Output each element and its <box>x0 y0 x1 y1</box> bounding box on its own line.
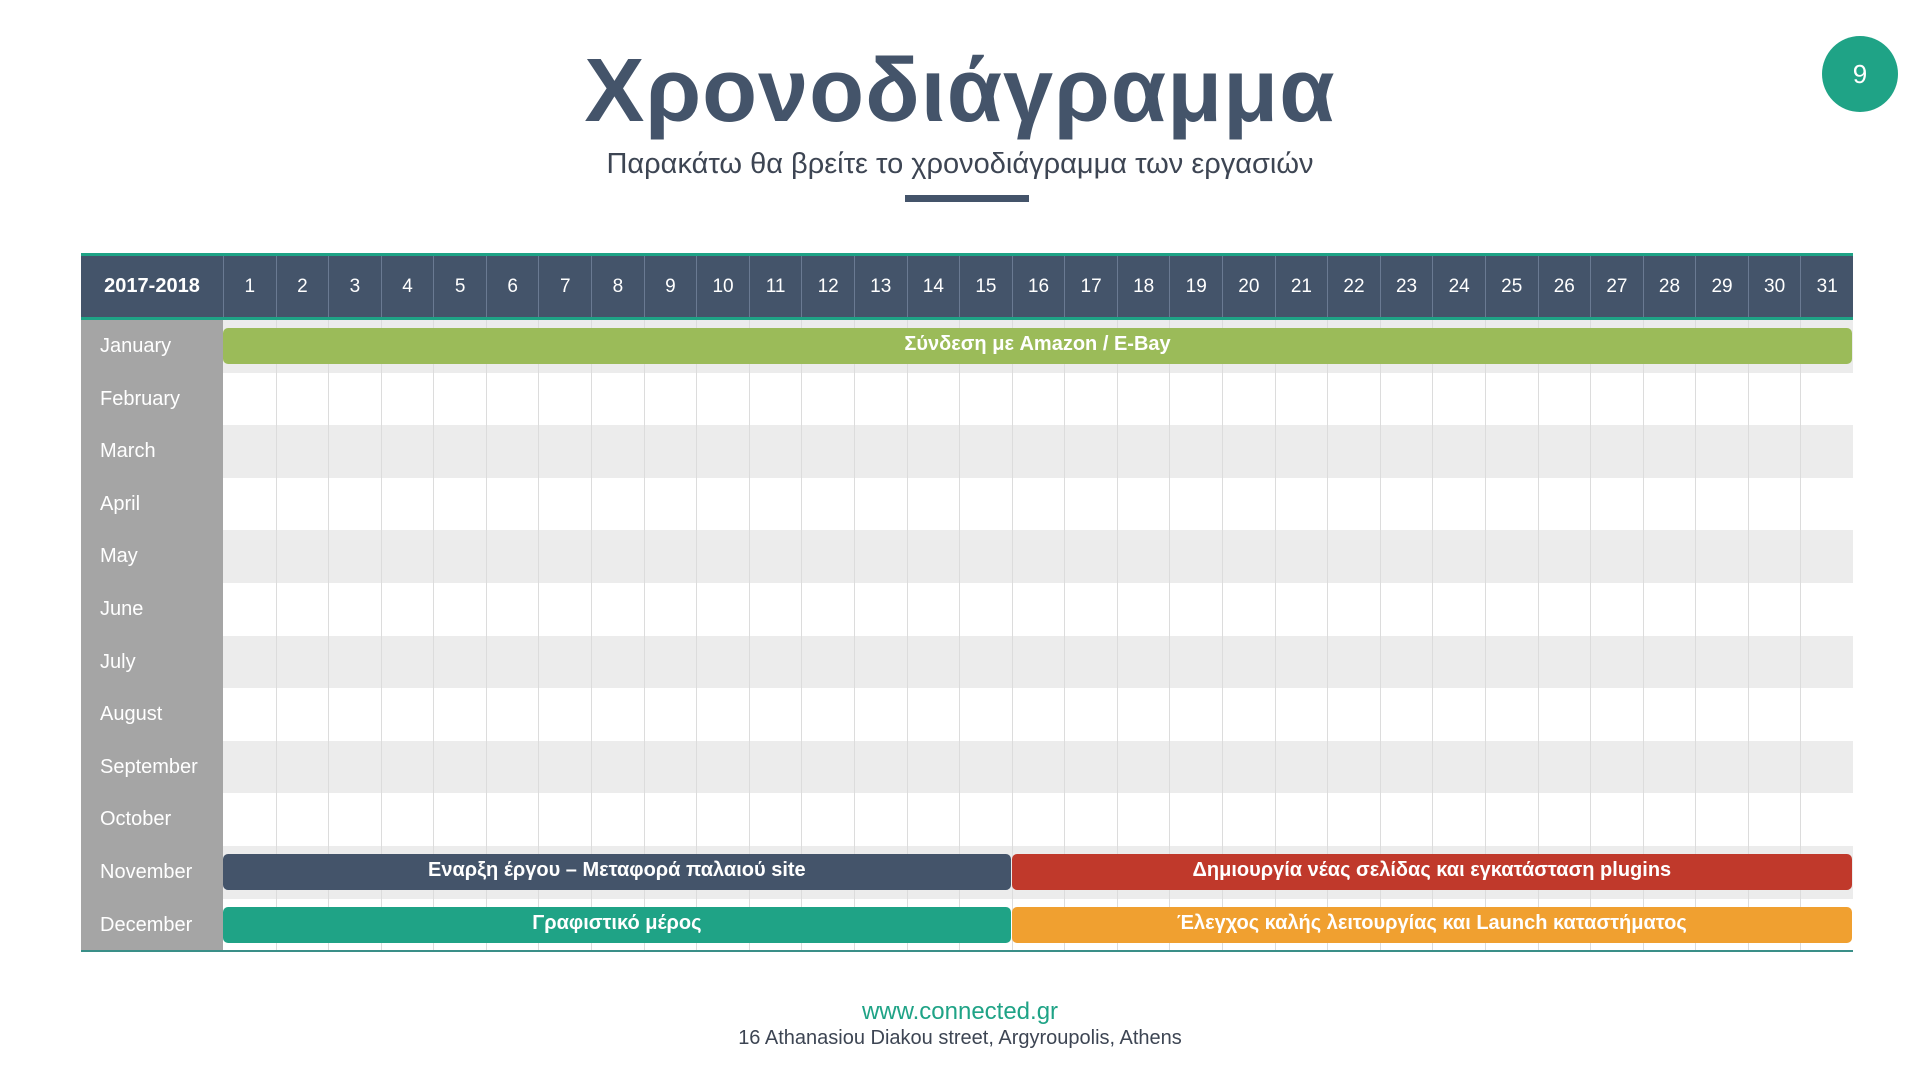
month-label-may: May <box>100 545 138 568</box>
day-header-20: 20 <box>1222 256 1275 317</box>
day-header-29: 29 <box>1695 256 1748 317</box>
day-header-21: 21 <box>1275 256 1328 317</box>
month-label-column <box>81 320 223 952</box>
day-header-26: 26 <box>1538 256 1591 317</box>
year-range-label: 2017-2018 <box>104 275 200 297</box>
day-header-30: 30 <box>1748 256 1801 317</box>
footer-address: 16 Athanasiou Diakou street, Argyroupolis, Athens <box>738 1027 1182 1049</box>
day-header-27: 27 <box>1590 256 1643 317</box>
month-label-october: October <box>100 808 172 831</box>
day-header-7: 7 <box>538 256 591 317</box>
day-header-1: 1 <box>223 256 276 317</box>
gantt-bottom-rule <box>81 950 1853 952</box>
task-bar[interactable]: Γραφιστικό μέρος <box>223 907 1011 943</box>
month-label-june: June <box>100 598 144 620</box>
day-header-10: 10 <box>696 256 749 317</box>
month-row-april <box>223 478 1853 531</box>
page-subtitle: Παρακάτω θα βρείτε το χρονοδιάγραμμα των εργασιών <box>606 148 1314 180</box>
day-header-23: 23 <box>1380 256 1433 317</box>
day-header-24: 24 <box>1432 256 1485 317</box>
month-label-march: March <box>100 440 156 463</box>
task-bar[interactable]: Σύνδεση με Amazon / E-Bay <box>223 328 1852 364</box>
day-header-8: 8 <box>591 256 644 317</box>
title-underline <box>905 195 1029 202</box>
task-bar[interactable]: Δημιουργία νέας σελίδας και εγκατάσταση plugins <box>1012 854 1852 890</box>
month-row-september <box>223 741 1853 794</box>
day-header-22: 22 <box>1327 256 1380 317</box>
month-label-january: January <box>100 335 172 357</box>
day-header-28: 28 <box>1643 256 1696 317</box>
page-title: Χρονοδιάγραμμα <box>584 41 1336 141</box>
day-header-15: 15 <box>959 256 1012 317</box>
month-label-november: November <box>100 861 193 883</box>
task-bar[interactable]: Εναρξη έργου – Μεταφορά παλαιού site <box>223 854 1011 890</box>
month-label-september: September <box>100 755 198 778</box>
gantt-header-row <box>81 253 1853 320</box>
day-header-11: 11 <box>749 256 802 317</box>
month-label-july: July <box>100 650 136 673</box>
website-link[interactable]: www.connected.gr <box>861 998 1059 1025</box>
month-row-february <box>223 373 1853 426</box>
day-header-12: 12 <box>801 256 854 317</box>
day-header-14: 14 <box>907 256 960 317</box>
day-header-2: 2 <box>276 256 329 317</box>
month-label-august: August <box>100 703 163 726</box>
page-number-badge: 9 <box>1822 36 1898 112</box>
day-header-4: 4 <box>381 256 434 317</box>
month-label-april: April <box>100 492 141 515</box>
day-header-17: 17 <box>1064 256 1117 317</box>
month-row-march <box>223 425 1853 478</box>
day-header-18: 18 <box>1117 256 1170 317</box>
month-row-may <box>223 530 1853 583</box>
day-header-19: 19 <box>1169 256 1222 317</box>
day-header-16: 16 <box>1012 256 1065 317</box>
day-header-25: 25 <box>1485 256 1538 317</box>
month-label-december: December <box>100 913 193 936</box>
gantt-chart <box>81 253 1853 952</box>
day-header-13: 13 <box>854 256 907 317</box>
day-header-5: 5 <box>433 256 486 317</box>
month-row-october <box>223 793 1853 846</box>
day-header-6: 6 <box>486 256 539 317</box>
month-row-august <box>223 688 1853 741</box>
month-label-february: February <box>100 387 181 410</box>
task-bar[interactable]: Έλεγχος καλής λειτουργίας και Launch καταστήματος <box>1012 907 1852 943</box>
day-header-9: 9 <box>644 256 697 317</box>
day-header-31: 31 <box>1800 256 1853 317</box>
month-row-july <box>223 636 1853 689</box>
day-header-3: 3 <box>328 256 381 317</box>
month-row-june <box>223 583 1853 636</box>
